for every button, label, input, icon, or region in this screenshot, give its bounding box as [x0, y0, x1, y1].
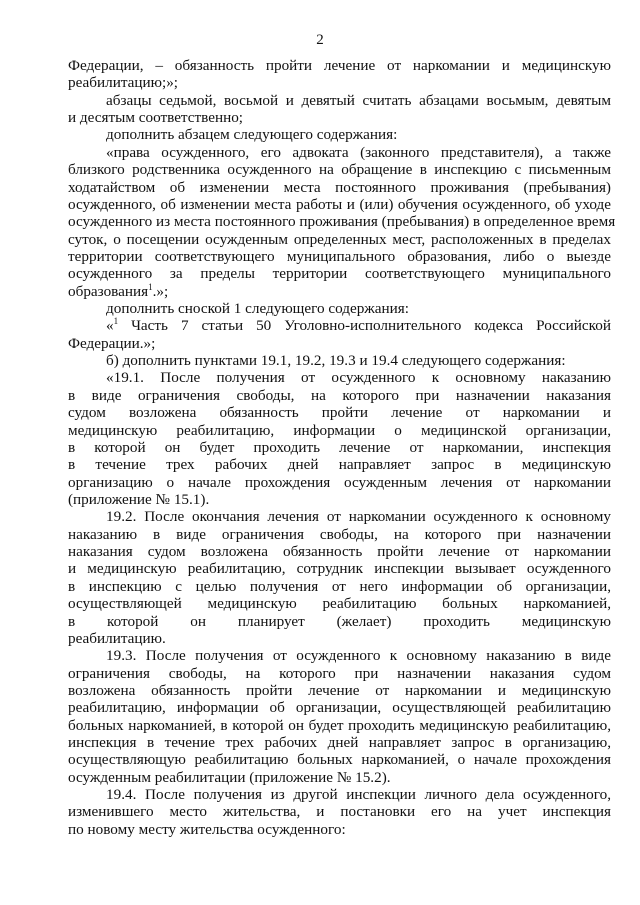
text-line: в виде ограничения свободы, на которого при назначении наказания — [68, 386, 611, 404]
page-number: 2 — [316, 32, 324, 48]
paragraph — [68, 647, 611, 786]
text-line: наказания судом возложена обязанность пройти лечение от наркомании — [68, 543, 611, 561]
text-line: реабилитацию, информации об организации, осуществляющей реабилитацию — [68, 699, 611, 717]
paragraph — [68, 369, 611, 508]
text-line: в течение трех рабочих дней направляет запрос в медицинскую — [68, 456, 611, 474]
text-line: 19.4. После получения из другой инспекции личного дела осужденного, — [106, 786, 611, 804]
footnote-marker: 1 — [148, 281, 153, 292]
paragraph — [68, 143, 616, 300]
text-line: абзацы седьмой, восьмой и девятый считать абзацами восьмым, девятым — [106, 91, 611, 109]
text-line: инспекция в течение трех рабочих дней направляет запрос в организацию, — [68, 734, 611, 752]
text-line: в которой он будет проходить лечение от наркомании, инспекция — [68, 438, 611, 456]
text-line: осужденного за пределы территории соответствующего муниципального — [68, 265, 611, 283]
paragraph — [68, 508, 611, 647]
text-line: ходатайством об изменении места постоянного проживания (пребывания) — [68, 178, 611, 196]
text-segment: « — [106, 317, 114, 335]
text-line: реабилитацию;»; — [68, 74, 179, 92]
text-line: суток, о посещении осужденным определенных мест, расположенных в пределах — [68, 230, 611, 248]
text-line: по новому месту жительства осужденного: — [68, 820, 346, 838]
text-line: и медицинскую реабилитацию, сотрудник инспекции вызывает осужденного — [68, 560, 611, 578]
text-line: в которой он планирует (желает) проходить медицинскую — [68, 612, 611, 630]
footnote-marker: 1 — [113, 316, 119, 327]
text-line: в инспекцию с целью получения от него информации об организации, — [68, 577, 611, 595]
paragraph — [68, 317, 611, 352]
text-line: дополнить абзацем следующего содержания: — [106, 126, 398, 144]
text-line — [68, 317, 611, 334]
text-line: осужденного, об изменении места работы и (или) обучения осужденного, об уходе — [68, 195, 611, 213]
text-line: организацию о начале прохождения осужденным лечения от наркомании — [68, 473, 611, 491]
text-line: и десятым соответственно; — [68, 109, 244, 127]
text-line: осуществляющей медицинскую реабилитацию больных наркоманией, — [68, 595, 611, 613]
paragraph — [68, 300, 611, 317]
text-line: больных наркоманией, в которой он будет проходить медицинскую реабилитацию, — [68, 716, 611, 734]
text-line: 19.2. После окончания лечения от наркомании осужденного к основному — [106, 508, 611, 526]
text-line: территории соответствующего муниципального образования, либо о выезде — [68, 247, 611, 265]
text-line: изменившего место жительства, и постановки его на учет инспекция — [68, 803, 611, 821]
text-line: Федерации, – обязанность пройти лечение от наркомании и медицинскую — [68, 57, 611, 74]
text-line: «19.1. После получения от осужденного к основному наказанию — [106, 369, 611, 387]
text-segment: образования — [68, 282, 149, 300]
paragraph — [68, 786, 611, 838]
text-line: осужденным реабилитации (приложение № 15.2). — [68, 768, 391, 786]
text-line: ограничения свободы, на которого при назначении наказания судом — [68, 664, 611, 682]
text-line: возложена обязанность пройти лечение от наркомании и медицинскую — [68, 681, 611, 699]
paragraph — [68, 352, 611, 369]
text-line: 19.3. После получения от осужденного к основному наказанию в виде — [106, 647, 611, 665]
text-line: реабилитацию. — [68, 629, 166, 647]
text-line: (приложение № 15.1). — [68, 490, 210, 508]
text-line: медицинскую реабилитацию, информации о медицинской организации, — [68, 421, 611, 439]
text-line: наказанию в виде ограничения свободы, на которого при назначении — [68, 525, 611, 543]
paragraph — [68, 126, 611, 143]
paragraph — [68, 92, 611, 127]
document-body — [68, 57, 616, 838]
paragraph — [68, 57, 611, 92]
text-line: судом возложена обязанность пройти лечение от наркомании и — [68, 404, 611, 422]
text-line: осужденного из места постоянного проживания (пребывания) в определенное время — [68, 213, 616, 231]
text-segment: Часть 7 статьи 50 Уголовно-исполнительного кодекса Российской — [118, 317, 611, 335]
text-line — [68, 283, 611, 300]
text-line: дополнить сноской 1 следующего содержания: — [106, 300, 409, 318]
text-line: «права осужденного, его адвоката (законного представителя), а также — [106, 143, 611, 161]
text-segment: .»; — [152, 282, 169, 300]
text-line: близкого родственника осужденного на обращение в инспекцию с письменным — [68, 161, 611, 179]
text-line: Федерации.»; — [68, 334, 156, 352]
text-line: осуществляющую реабилитацию больных наркоманией, о начале прохождения — [68, 751, 611, 769]
text-line: б) дополнить пунктами 19.1, 19.2, 19.3 и 19.4 следующего содержания: — [106, 352, 566, 370]
